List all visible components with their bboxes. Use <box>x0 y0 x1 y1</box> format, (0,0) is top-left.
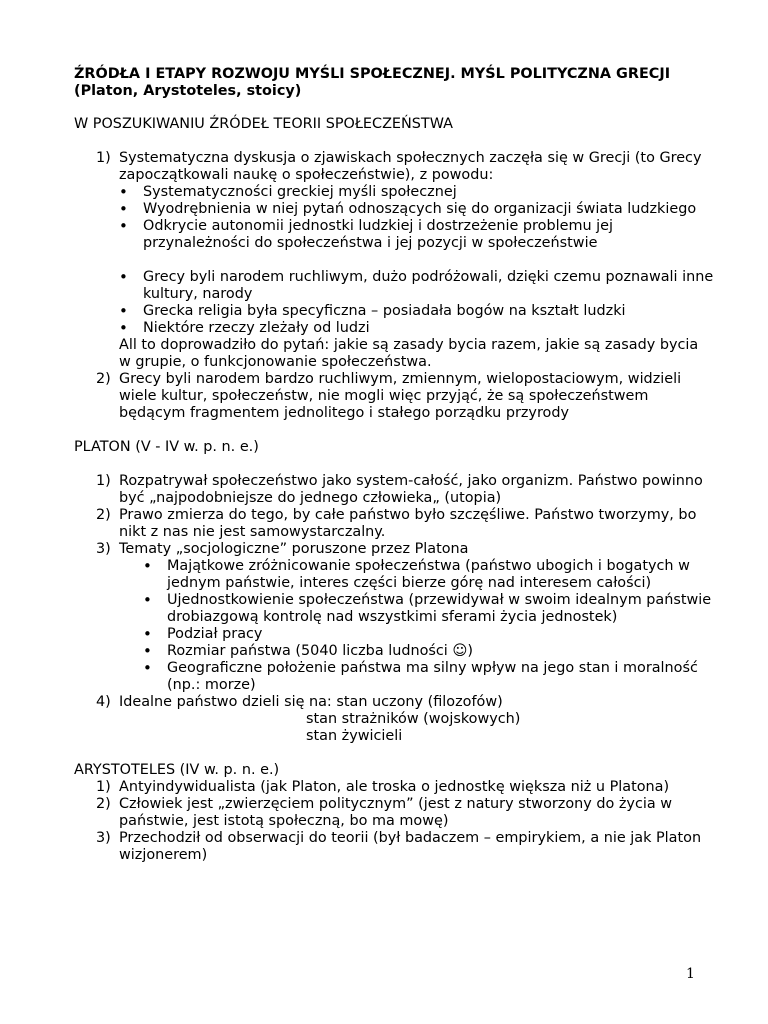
spacer <box>74 745 714 762</box>
section-heading-platon: PLATON (V - IV w. p. n. e.) <box>74 439 259 455</box>
item-text: Tematy „socjologiczne” poruszone przez Platona <box>119 541 469 557</box>
bullet-item: • Rozmiar państwa (5040 liczba ludności ☺) <box>143 643 714 660</box>
bullet-item: • Odkrycie autonomii jednostki ludzkiej i dostrzeżenie problemu jej przynależności do społeczeństwa i jej pozycji w społeczeństwie <box>119 218 714 252</box>
item-number: 3) <box>96 830 111 846</box>
bullet-item: • Systematyczności greckiej myśli społecznej <box>119 184 714 201</box>
item-text: Antyindywidualista (jak Platon, ale troska o jednostkę większa niż u Platona) <box>119 779 670 795</box>
bullet-item: • Ujednostkowienie społeczeństwa (przewidywał w swoim idealnym państwie drobiazgową kontrolę nad wszystkimi sferami życia jednostek) <box>143 592 714 626</box>
bullet-item: • Grecka religia była specyficzna – posiadała bogów na kształt ludzki <box>119 303 714 320</box>
list-item <box>74 779 714 796</box>
item-number: 4) <box>96 694 111 710</box>
sources-list <box>74 150 714 422</box>
reasons-list-a <box>119 184 714 252</box>
document-title: ŹRÓDŁA I ETAPY ROZWOJU MYŚLI SPOŁECZNEJ. MYŚL POLITYCZNA GRECJI (Platon, Arystoteles, stoicy) <box>74 66 671 99</box>
list-item <box>74 830 714 864</box>
item-number: 3) <box>96 541 111 557</box>
item-conclusion: All to doprowadziło do pytań: jakie są zasady bycia razem, jakie są zasady bycia w grupie, o funkcjonowanie społeczeństwa. <box>119 337 699 370</box>
reasons-list-b <box>119 269 714 337</box>
platon-list <box>74 473 714 745</box>
item-number: 1) <box>96 150 111 166</box>
item-text: Prawo zmierza do tego, by całe państwo było szczęśliwe. Państwo tworzymy, bo nikt z nas nie jest samowystarczalny. <box>119 507 697 540</box>
item-number: 2) <box>96 371 111 387</box>
list-item <box>74 150 714 371</box>
section-heading-sources: W POSZUKIWANIU ŹRÓDEŁ TEORII SPOŁECZEŃSTWA <box>74 116 454 132</box>
item-text: Grecy byli narodem bardzo ruchliwym, zmiennym, wielopostaciowym, widzieli wiele kultur, społeczeństw, nie mogli więc przyjąć, że są społeczeństwem będącym fragmentem jednolitego i stałego porządku przyrody <box>119 371 682 421</box>
estate-line: stan strażników (wojskowych) <box>306 711 521 727</box>
document-body <box>74 66 714 864</box>
estate-line: stan żywicieli <box>306 728 403 744</box>
topics-list <box>143 558 714 694</box>
item-number: 1) <box>96 473 111 489</box>
section-heading-arystoteles: ARYSTOTELES (IV w. p. n. e.) <box>74 762 280 778</box>
item-number: 1) <box>96 779 111 795</box>
list-item <box>74 507 714 541</box>
page-number: 1 <box>686 966 695 982</box>
item-text: Systematyczna dyskusja o zjawiskach społecznych zaczęła się w Grecji (to Grecy zapoczątkowali naukę o społeczeństwie), z powodu: <box>119 150 702 183</box>
list-item <box>74 796 714 830</box>
item-text: Rozpatrywał społeczeństwo jako system-całość, jako organizm. Państwo powinno być „najpodobniejsze do jednego człowieka„ (utopia) <box>119 473 703 506</box>
list-item <box>74 473 714 507</box>
spacer <box>74 422 714 439</box>
list-item <box>74 694 714 745</box>
arystoteles-list <box>74 779 714 864</box>
spacer <box>119 252 714 269</box>
item-number: 2) <box>96 507 111 523</box>
bullet-item: • Podział pracy <box>143 626 714 643</box>
bullet-item: • Wyodrębnienia w niej pytań odnoszących się do organizacji świata ludzkiego <box>119 201 714 218</box>
bullet-item: • Majątkowe zróżnicowanie społeczeństwa (państwo ubogich i bogatych w jednym państwie, interes części bierze górę nad interesem całości) <box>143 558 714 592</box>
bullet-item: • Grecy byli narodem ruchliwym, dużo podróżowali, dzięki czemu poznawali inne kultury, narody <box>119 269 714 303</box>
bullet-item: • Geograficzne położenie państwa ma silny wpływ na jego stan i moralność (np.: morze) <box>143 660 714 694</box>
bullet-item: • Niektóre rzeczy zleżały od ludzi <box>119 320 714 337</box>
list-item <box>74 371 714 422</box>
list-item <box>74 541 714 694</box>
item-text: Człowiek jest „zwierzęciem politycznym” (jest z natury stworzony do życia w państwie, jest istotą społeczną, bo ma mowę) <box>119 796 673 829</box>
item-text: Idealne państwo dzieli się na: stan uczony (filozofów) <box>119 694 503 710</box>
item-text: Przechodził od obserwacji do teorii (był badaczem – empirykiem, a nie jak Platon wizjonerem) <box>119 830 702 863</box>
item-number: 2) <box>96 796 111 812</box>
